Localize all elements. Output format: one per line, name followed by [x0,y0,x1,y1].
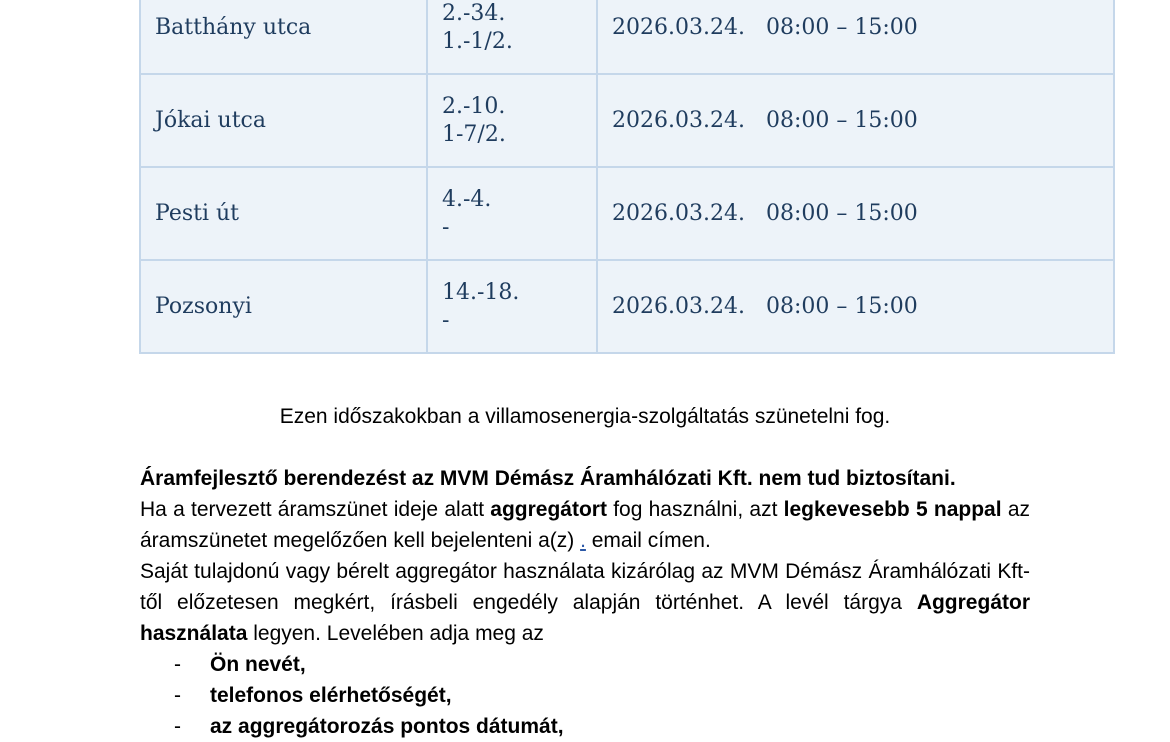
street-name: Pozsonyi [140,260,427,353]
generator-heading: Áramfejlesztő berendezést az MVM Démász Áramhálózati Kft. nem tud biztosítani. [140,467,956,490]
street-name: Jókai utca [140,74,427,167]
odd-numbers: - [442,307,450,333]
text-run: legyen. Levelében adja meg az [247,622,544,645]
outage-date: 2026.03.24. [612,294,745,319]
list-dash: - [174,715,181,738]
odd-numbers: 1.-1/2. [442,28,513,54]
emphasis-aggregator: aggregátort [490,498,607,521]
odd-numbers: - [442,214,450,240]
odd-numbers: 1-7/2. [442,121,506,147]
house-numbers [427,167,597,260]
outage-datetime [597,167,1114,260]
street-name: Batthány utca [140,0,427,74]
outage-date: 2026.03.24. [612,15,745,40]
outage-time: 08:00 – 15:00 [765,294,918,319]
emphasis-subject: Aggregátor használata [140,591,1030,645]
even-numbers: 14.-18. [442,279,520,305]
document-body [140,463,1030,742]
outage-time: 08:00 – 15:00 [765,108,918,133]
outage-date: 2026.03.24. [612,108,745,133]
text-run: email címen. [585,529,711,552]
list-item-text: az aggregátorozás pontos dátumát, [210,715,564,738]
text-run: Ha a tervezett áramszünet ideje alatt [140,498,491,521]
list-item-text: Ön nevét, [210,653,306,676]
outage-notice: Ezen időszakokban a villamosenergia-szolgáltatás szünetelni fog. [279,405,891,428]
permission-paragraph [140,556,1030,649]
table-row [140,260,1114,353]
list-item [140,649,1030,680]
table-row [140,74,1114,167]
outage-date: 2026.03.24. [612,201,745,226]
outage-schedule-table [139,0,1115,354]
outage-datetime [597,74,1114,167]
generator-paragraph [140,463,1030,556]
outage-time: 08:00 – 15:00 [765,15,918,40]
list-dash: - [174,653,181,676]
table-row [140,0,1114,74]
street-name: Pesti út [140,167,427,260]
text-run: fog használni, azt [606,498,784,521]
outage-datetime [597,0,1114,74]
list-item-text: telefonos elérhetőségét, [210,684,452,707]
required-info-list [140,649,1030,742]
house-numbers [427,0,597,74]
emphasis-deadline: legkevesebb 5 nappal [783,498,1002,521]
even-numbers: 4.-4. [442,186,492,212]
even-numbers: 2.-34. [442,0,506,26]
text-run: Saját tulajdonú vagy bérelt aggregátor használata kizárólag az MVM Démász Áramhálózati Kft-től előzetesen megkért, írásbeli engedély alapján történhet. A levél tárgya [140,560,1030,614]
text-run: az áramszünetet megelőzően kell bejelenteni a(z) [140,498,1030,552]
outage-datetime [597,260,1114,353]
list-dash: - [174,684,181,707]
table-row [140,167,1114,260]
even-numbers: 2.-10. [442,93,506,119]
list-item [140,680,1030,711]
email-link[interactable]: . [580,529,586,552]
house-numbers [427,74,597,167]
house-numbers [427,260,597,353]
list-item [140,711,1030,742]
outage-time: 08:00 – 15:00 [765,201,918,226]
